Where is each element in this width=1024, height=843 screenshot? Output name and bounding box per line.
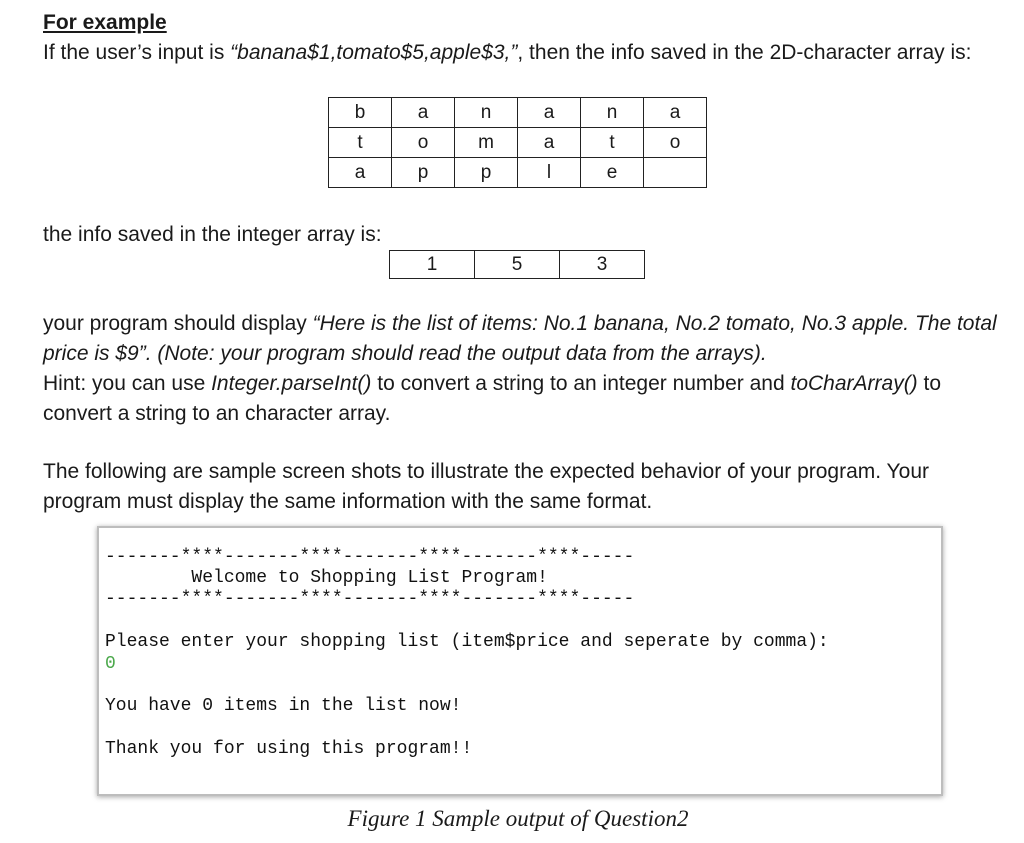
char-cell [644, 158, 707, 188]
console-prompt: Please enter your shopping list (item$price and seperate by comma): [105, 632, 829, 652]
hint-suffix: to convert a string to an character array. [43, 372, 942, 425]
char-cell: a [644, 98, 707, 128]
char-cell: a [329, 158, 392, 188]
console-thanks: Thank you for using this program!! [105, 739, 473, 759]
console-welcome: Welcome to Shopping List Program! [105, 568, 548, 588]
console-border-top: -------****-------****-------****-------****----- [105, 547, 635, 567]
char-cell: p [455, 158, 518, 188]
char-cell: n [581, 98, 644, 128]
screenshots-paragraph: The following are sample screen shots to illustrate the expected behavior of your program. Your program must display the same information with the same format. [43, 460, 929, 513]
char-row [329, 98, 707, 128]
hint-prefix: Hint: you can use [43, 372, 212, 395]
char-cell: t [581, 128, 644, 158]
char-row [329, 158, 707, 188]
char-row [329, 128, 707, 158]
int-cell: 5 [475, 251, 560, 279]
char-cell: a [392, 98, 455, 128]
char-cell: a [518, 128, 581, 158]
char-cell: b [329, 98, 392, 128]
char-array-table [328, 97, 707, 188]
int-cell: 3 [560, 251, 645, 279]
display-message: “Here is the list of items: No.1 banana, No.2 tomato, No.3 apple. The total price is $9”. (Note: your program should read the output data from the arrays). [43, 312, 997, 365]
section-heading: For example [43, 11, 167, 34]
hint-mid: to convert a string to an integer number and [371, 372, 791, 395]
intro-paragraph [43, 38, 1003, 68]
console-screenshot [97, 526, 943, 796]
char-cell: n [455, 98, 518, 128]
console-user-input: 0 [105, 654, 116, 674]
intro-input-example: “banana$1,tomato$5,apple$3,” [230, 41, 518, 64]
display-paragraph [43, 309, 1003, 429]
display-prefix: your program should display [43, 312, 313, 335]
intro-suffix: , then the info saved in the 2D-character array is: [517, 41, 972, 64]
int-array-label: the info saved in the integer array is: [43, 223, 382, 246]
char-cell: o [644, 128, 707, 158]
char-cell: o [392, 128, 455, 158]
console-border-bottom: -------****-------****-------****-------****----- [105, 589, 635, 609]
char-cell: m [455, 128, 518, 158]
char-cell: e [581, 158, 644, 188]
int-cell: 1 [390, 251, 475, 279]
char-cell: t [329, 128, 392, 158]
console-count-message: You have 0 items in the list now! [105, 696, 462, 716]
intro-prefix: If the user’s input is [43, 41, 231, 64]
int-row [390, 251, 645, 279]
char-cell: a [518, 98, 581, 128]
char-cell: p [392, 158, 455, 188]
char-cell: l [518, 158, 581, 188]
hint-parse-fn: Integer.parseInt() [211, 372, 372, 395]
int-array-table [389, 250, 645, 279]
hint-char-fn: toCharArray() [790, 372, 918, 395]
figure-caption: Figure 1 Sample output of Question2 [347, 806, 689, 831]
